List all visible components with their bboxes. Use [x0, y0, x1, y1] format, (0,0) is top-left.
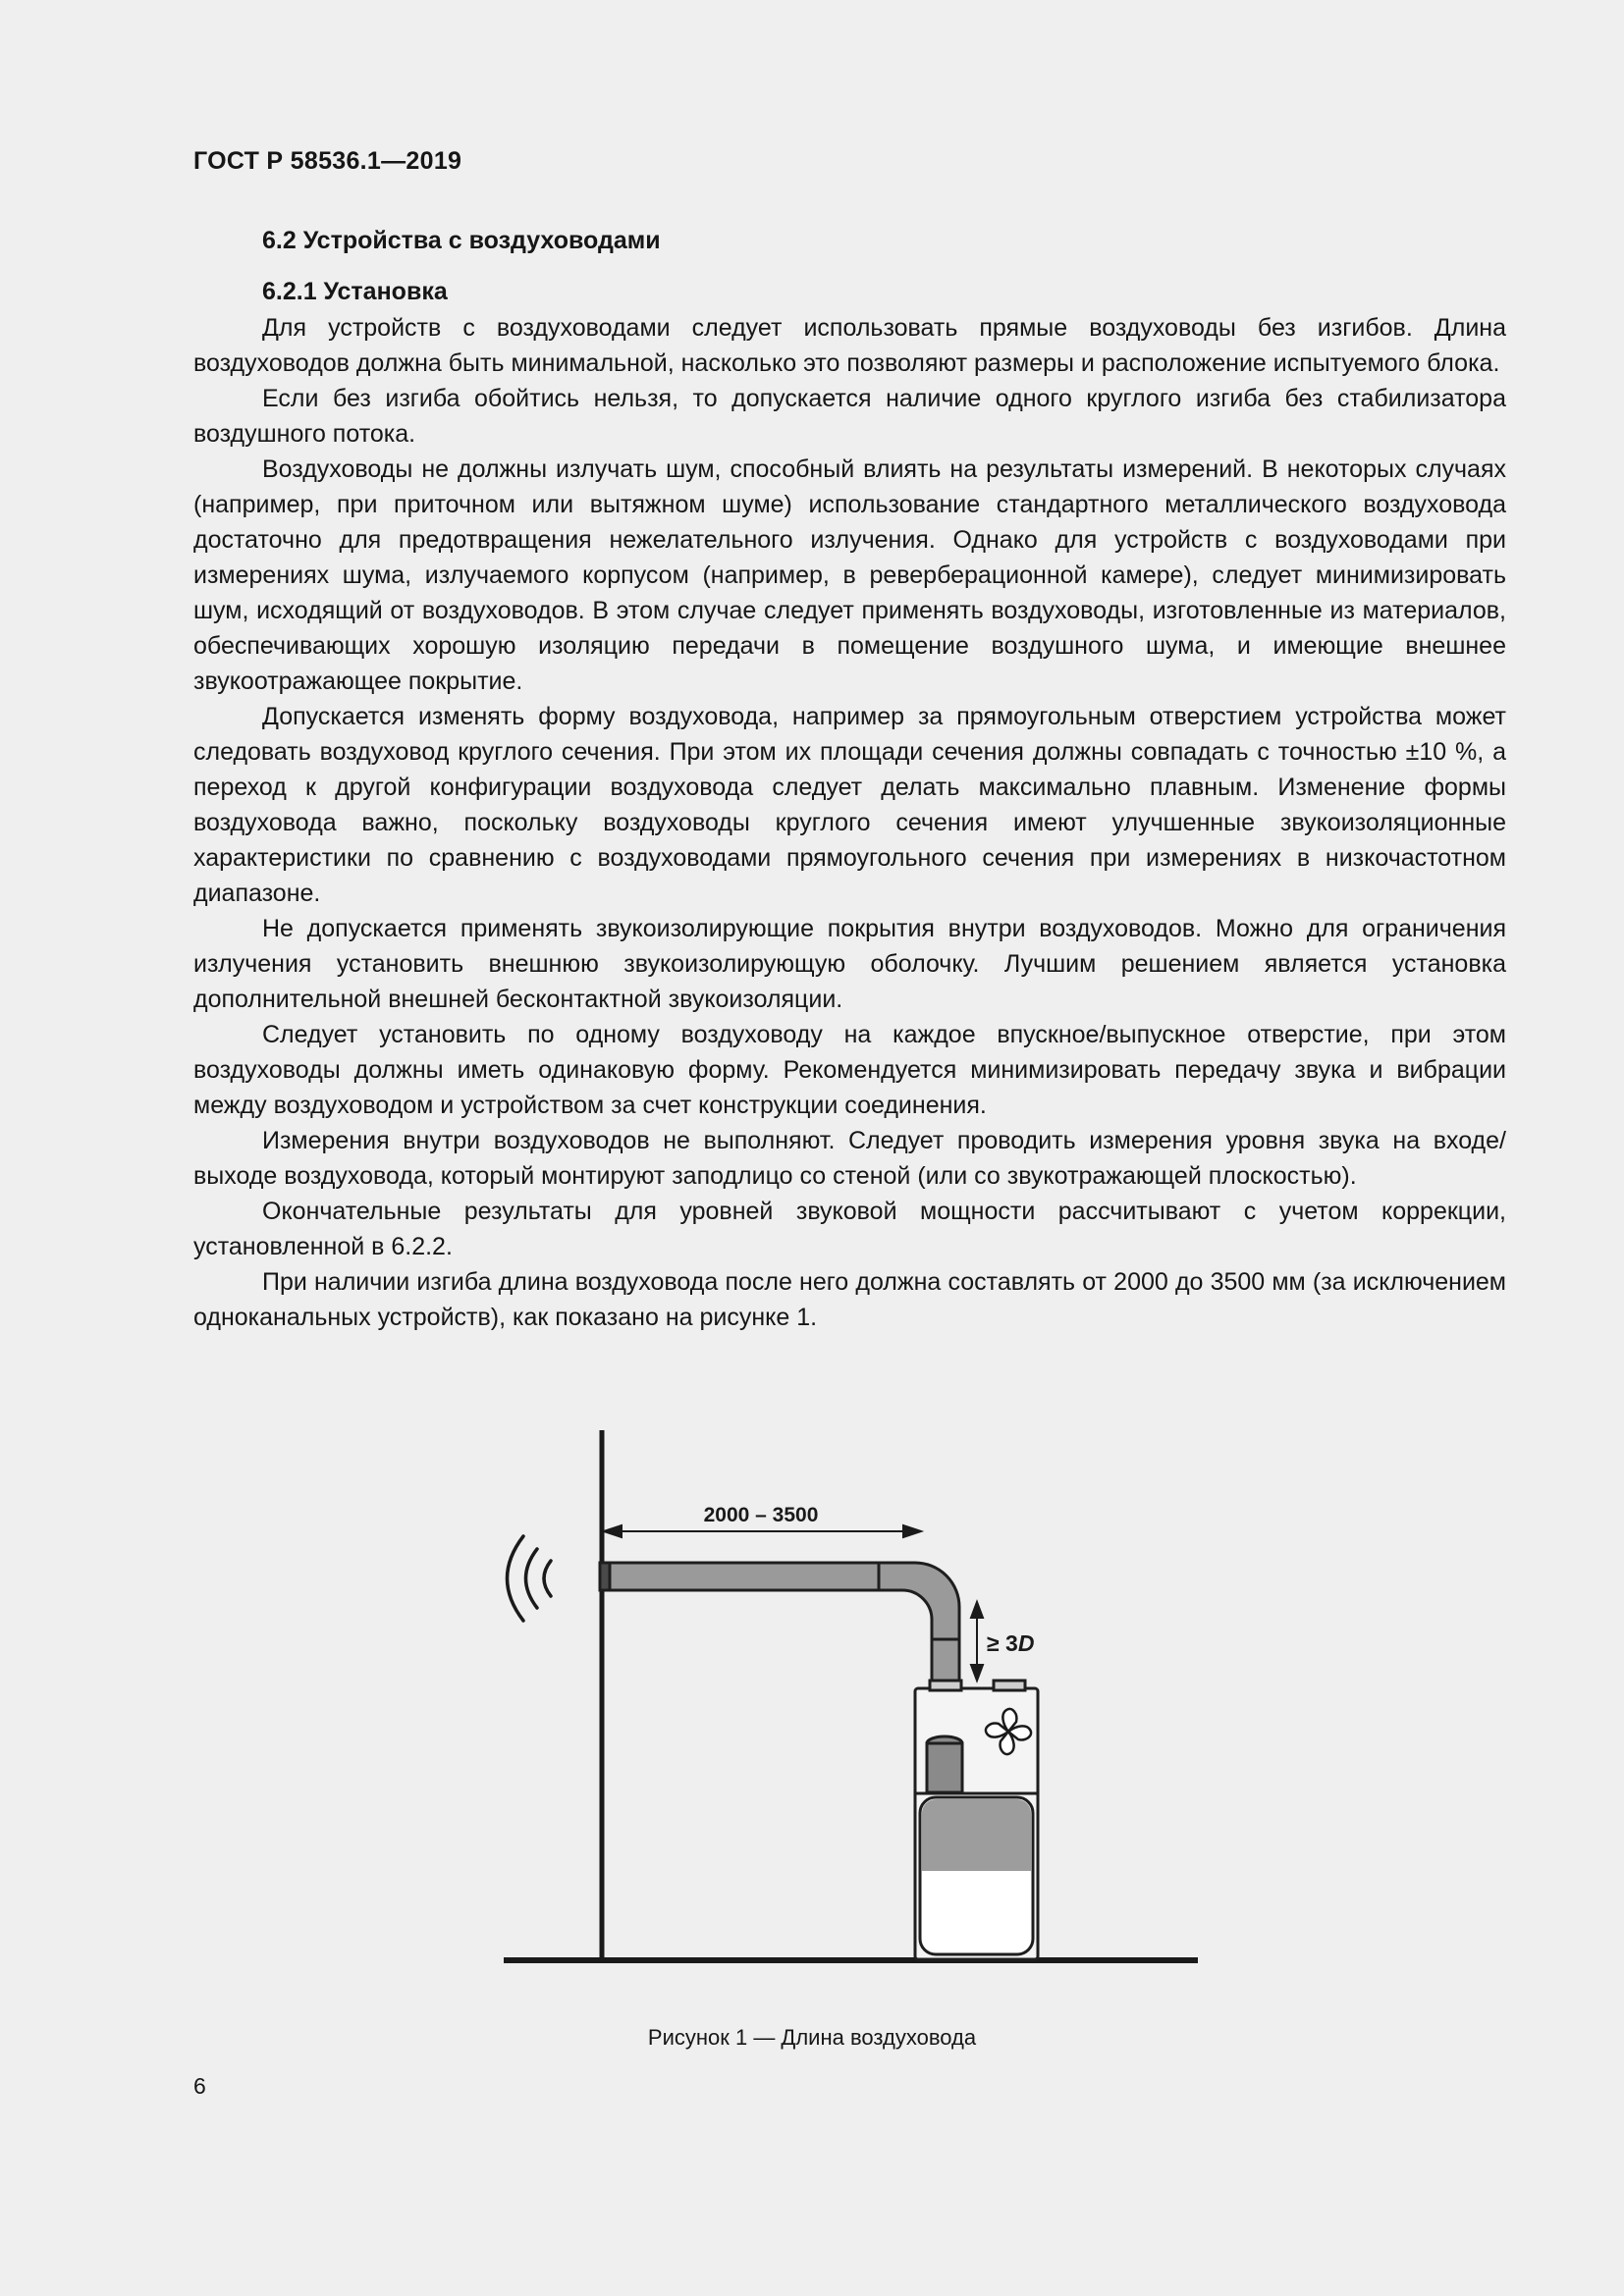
- body-text: [193, 310, 1506, 1335]
- paragraph: Не допускается применять звукоизолирующие покрытия внутри воздуховодов. Можно для ограничения излучения установить внешнюю звукоизолирующую оболочку. Лучшим решением является установка дополнительной внешней бесконтактной звукоизоляции.: [193, 915, 1506, 1013]
- paragraph: Для устройств с воздуховодами следует использовать прямые воздуховоды без изгибов. Длина воздуховодов должна быть минимальной, насколько это позволяют размеры и расположение испытуемого блока.: [193, 314, 1506, 377]
- paragraph: Окончательные результаты для уровней звуковой мощности рассчитывают с учетом коррекции, установленной в 6.2.2.: [193, 1198, 1506, 1260]
- page-number: 6: [193, 2073, 206, 2099]
- section-title: 6.2 Устройства с воздуховодами: [262, 227, 661, 254]
- subsection-title: 6.2.1 Установка: [262, 278, 448, 305]
- device-unit: [915, 1681, 1038, 1959]
- figure-caption: Рисунок 1 — Длина воздуховода: [647, 2025, 977, 2050]
- paragraph: Измерения внутри воздуховодов не выполняют. Следует проводить измерения уровня звука на входе/выходе воздуховода, который монтируют заподлицо со стеной (или со звукотражающей плоскостью).: [193, 1127, 1506, 1190]
- paragraph: Если без изгиба обойтись нельзя, то допускается наличие одного круглого изгиба без стабилизатора воздушного потока.: [193, 385, 1506, 448]
- air-duct: [600, 1563, 959, 1681]
- clearance-dimension: [971, 1602, 983, 1681]
- paragraph: Следует установить по одному воздуховоду на каждое впускное/выпускное отверстие, при этом воздуховоды должны иметь одинаковую форму. Рекомендуется минимизировать передачу звука и вибрации между воздуховодом и устройством за счет конструкции соединения.: [193, 1021, 1506, 1119]
- length-dimension-label: 2000 – 3500: [703, 1504, 819, 1526]
- document-code: ГОСТ Р 58536.1—2019: [193, 147, 462, 175]
- duct-length-figure: [491, 1423, 1218, 1993]
- sound-waves-icon: [508, 1536, 552, 1621]
- clearance-dimension-label: ≥ 3D: [987, 1630, 1035, 1656]
- paragraph: При наличии изгиба длина воздуховода после него должна составлять от 2000 до 3500 мм (за исключением одноканальных устройств), как показано на рисунке 1.: [193, 1268, 1506, 1331]
- paragraph: Допускается изменять форму воздуховода, например за прямоугольным отверстием устройства может следовать воздуховод круглого сечения. При этом их площади сечения должны совпадать с точностью ±10 %, а переход к другой конфигурации воздуховода следует делать максимально плавным. Изменение формы воздуховода важно, поскольку воздуховоды круглого сечения имеют улучшенные звукоизоляционные характеристики по сравнению с воздуховодами прямоугольного сечения при измерениях в низкочастотном диапазоне.: [193, 703, 1506, 907]
- paragraph: Воздуховоды не должны излучать шум, способный влиять на результаты измерений. В некоторых случаях (например, при приточном или вытяжном шуме) использование стандартного металлического воздуховода достаточно для предотвращения нежелательного излучения. Однако для устройств с воздуховодами при измерениях шума, излучаемого корпусом (например, в реверберационной камере), следует минимизировать шум, исходящий от воздуховодов. В этом случае следует применять воздуховоды, изготовленные из материалов, обеспечивающих хорошую изоляцию передачи в помещение воздушного шума, и имеющие внешнее звукоотражающее покрытие.: [193, 455, 1506, 695]
- length-dimension: [604, 1525, 921, 1537]
